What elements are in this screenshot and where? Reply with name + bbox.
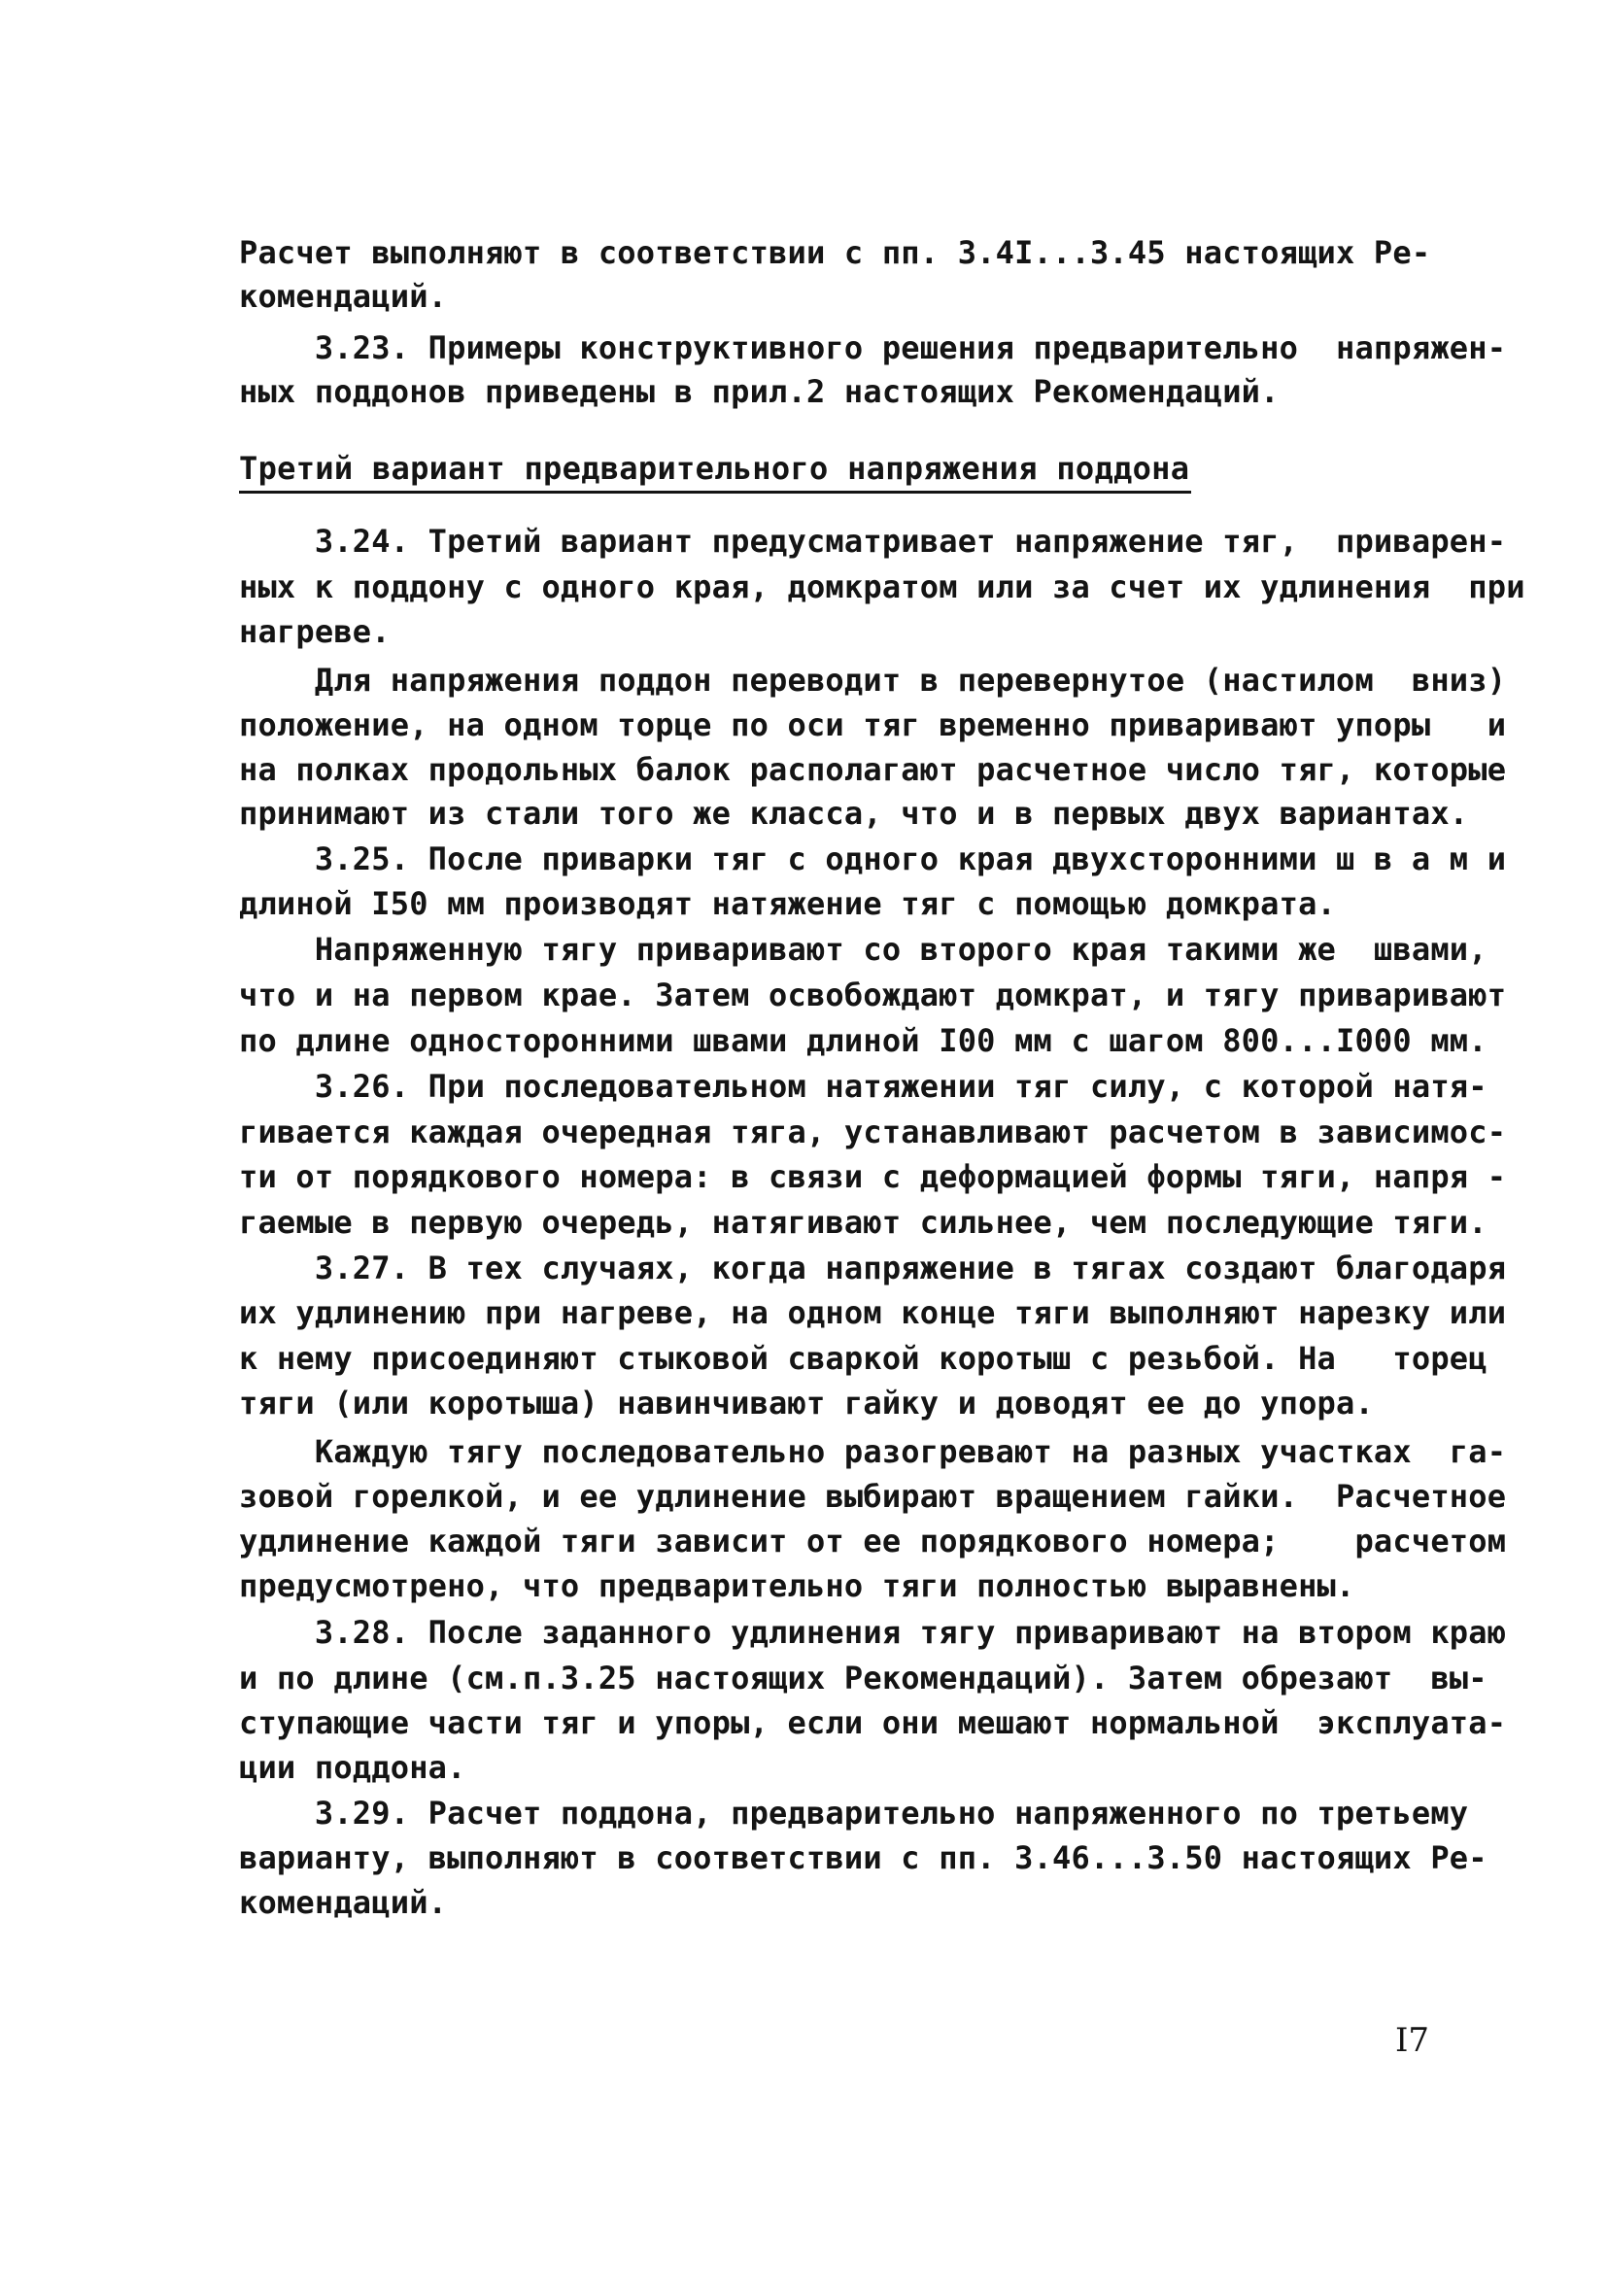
text-line: ных к поддону с одного края, домкратом или за счет их удлинения при (239, 568, 1525, 605)
text-line: по длине односторонними швами длиной I00 мм с шагом 800...I000 мм. (239, 1022, 1487, 1059)
text-line: комендаций. (239, 1884, 448, 1921)
text-line: нагреве. (239, 613, 391, 650)
text-line: тяги (или коротыша) навинчивают гайку и доводят ее до упора. (239, 1385, 1374, 1422)
text-line: 3.25. После приварки тяг с одного края двухсторонними ш в а м и (239, 840, 1507, 877)
text-line: 3.27. В тех случаях, когда напряжение в тягах создают благодаря (239, 1250, 1507, 1286)
text-line: и по длине (см.п.3.25 настоящих Рекомендаций). Затем обрезают вы- (239, 1660, 1487, 1696)
section-heading: Третий вариант предварительного напряжения поддона (239, 450, 1190, 487)
text-line: 3.24. Третий вариант предусматривает напряжение тяг, приварен- (239, 523, 1507, 560)
text-line: длиной I50 мм производят натяжение тяг с помощью домкрата. (239, 885, 1337, 922)
text-line: Расчет выполняют в соответствии с пп. 3.4I...3.45 настоящих Ре- (239, 234, 1431, 271)
text-line: зовой горелкой, и ее удлинение выбирают вращением гайки. Расчетное (239, 1478, 1507, 1515)
text-line: предусмотрено, что предварительно тяги полностью выравнены. (239, 1567, 1355, 1604)
text-line: ции поддона. (239, 1749, 466, 1786)
text-line: комендаций. (239, 278, 448, 315)
text-line: Напряженную тягу приваривают со второго края такими же швами, (239, 931, 1487, 968)
text-line: что и на первом крае. Затем освобождают домкрат, и тягу приваривают (239, 977, 1507, 1013)
text-line: 3.26. При последовательном натяжении тяг силу, с которой натя- (239, 1068, 1487, 1105)
text-line: 3.28. После заданного удлинения тягу приваривают на втором краю (239, 1614, 1507, 1651)
text-line: 3.29. Расчет поддона, предварительно напряженного по третьему (239, 1795, 1469, 1832)
text-line: к нему присоединяют стыковой сваркой коротыш с резьбой. На торец (239, 1340, 1487, 1377)
text-line: Для напряжения поддон переводит в перевернутое (настилом вниз) (239, 662, 1507, 699)
text-line: гивается каждая очередная тяга, устанавливают расчетом в зависимос- (239, 1114, 1507, 1150)
text-line: их удлинению при нагреве, на одном конце тяги выполняют нарезку или (239, 1294, 1507, 1331)
text-line: варианту, выполняют в соответствии с пп. 3.46...3.50 настоящих Ре- (239, 1839, 1487, 1876)
heading-underline (239, 491, 1191, 494)
text-line: на полках продольных балок располагают расчетное число тяг, которые (239, 751, 1507, 788)
text-line: принимают из стали того же класса, что и в первых двух вариантах. (239, 795, 1469, 832)
text-line: ступающие части тяг и упоры, если они мешают нормальной эксплуата- (239, 1704, 1507, 1741)
text-line: ных поддонов приведены в прил.2 настоящих Рекомендаций. (239, 373, 1280, 410)
text-line: гаемые в первую очередь, натягивают сильнее, чем последующие тяги. (239, 1204, 1487, 1241)
text-line: удлинение каждой тяги зависит от ее порядкового номера; расчетом (239, 1523, 1507, 1559)
text-line: ти от порядкового номера: в связи с деформацией формы тяги, напря - (239, 1158, 1507, 1195)
text-line: Каждую тягу последовательно разогревают на разных участках га- (239, 1433, 1507, 1470)
page-number: I7 (1395, 2021, 1430, 2060)
text-line: положение, на одном торце по оси тяг временно приваривают упоры и (239, 706, 1507, 743)
text-line: 3.23. Примеры конструктивного решения предварительно напряжен- (239, 329, 1507, 366)
